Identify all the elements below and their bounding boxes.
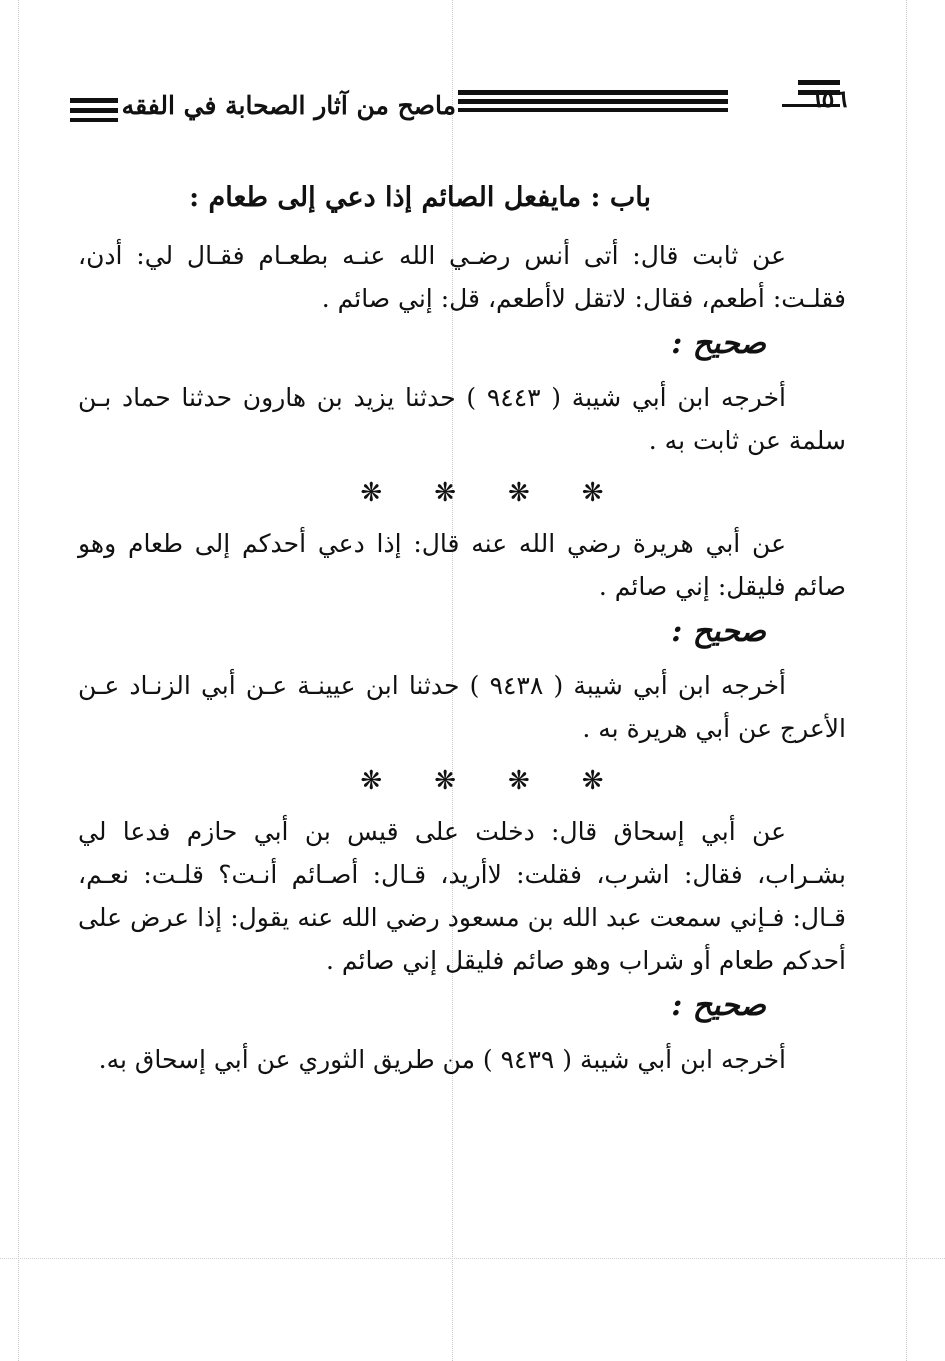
ornamental-star-icon: ❋: [434, 766, 456, 796]
athar-text: عن أبي إسحاق قال: دخلت على قيس بن أبي حازم فدعا لي بشـراب، فقال: اشرب، فقلت: لاأريد، قـال: أصـائم أنـت؟ قلـت: نعـم، قـال: فـإني سمعت عبد الله بن مسعود رضي الله عنه يقول: إذا عرض على أحدكم طعام أو شراب وهو صائم فليقل إني صائم .: [78, 817, 846, 975]
scan-guide-line: [18, 0, 19, 1361]
header-rule: [70, 98, 118, 103]
athar-text: عن ثابت قال: أتى أنس رضـي الله عنـه بطعـام فقـال لي: أدن، فقلـت: أطعم، فقال: لاتقل لاأطعم، قل: إني صائم .: [78, 241, 846, 313]
verdict-label: صحيح :: [671, 614, 766, 649]
header-rule: [70, 118, 118, 122]
page-content: [78, 172, 846, 1081]
takhrij-text: أخرجه ابن أبي شيبة ( ٩٤٣٨ ) حدثنا ابن عيينـة عـن أبي الزنـاد عـن الأعرج عن أبي هريرة به .: [78, 671, 846, 743]
header-rule: [70, 108, 118, 113]
page-number: ٦٥٦: [808, 84, 848, 113]
chapter-title: باب : مايفعل الصائم إذا دعي إلى طعام :: [189, 182, 651, 213]
scan-guide-line: [0, 1258, 945, 1259]
header-rule: [458, 108, 728, 112]
ornamental-star-icon: ❋: [581, 478, 604, 508]
takhrij-text: أخرجه ابن أبي شيبة ( ٩٤٤٣ ) حدثنا يزيد بن هارون حدثنا حماد بـن سلمة عن ثابت به .: [78, 383, 846, 455]
running-header: [70, 78, 848, 126]
scan-guide-line: [906, 0, 907, 1361]
ornamental-star-icon: ❋: [581, 766, 604, 796]
ornamental-star-icon: ❋: [360, 478, 383, 508]
verdict-label: صحيح :: [671, 988, 766, 1023]
athar-text: عن أبي هريرة رضي الله عنه قال: إذا دعي أحدكم إلى طعام وهو صائم فليقل: إني صائم .: [78, 529, 846, 601]
ornamental-star-icon: ❋: [360, 766, 383, 796]
header-rule: [458, 90, 728, 95]
header-rule: [458, 99, 728, 104]
verdict-label: صحيح :: [671, 326, 766, 361]
ornamental-star-icon: ❋: [508, 766, 530, 796]
ornament-separator: [78, 766, 846, 796]
ornamental-star-icon: ❋: [508, 478, 530, 508]
running-title: ماصح من آثار الصحابة في الفقه: [121, 91, 456, 120]
ornament-separator: [78, 478, 846, 508]
ornamental-star-icon: ❋: [434, 478, 456, 508]
takhrij-text: أخرجه ابن أبي شيبة ( ٩٤٣٩ ) من طريق الثوري عن أبي إسحاق به.: [98, 1045, 786, 1074]
